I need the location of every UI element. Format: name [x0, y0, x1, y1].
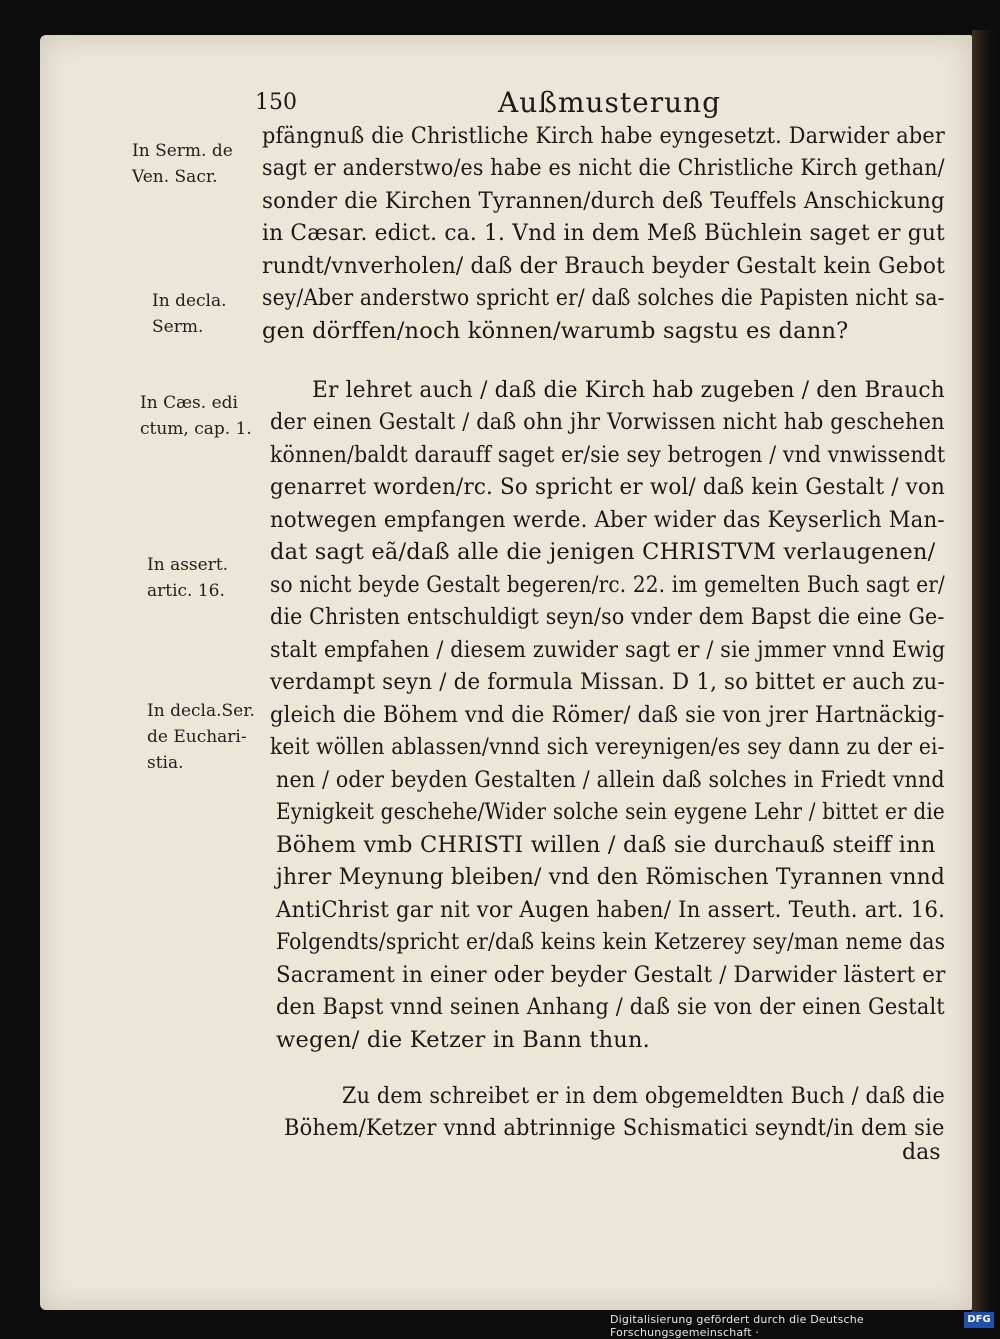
text-line: die Christen entschuldigt seyn/so vnder dem Bapst die eine Ge-: [270, 604, 945, 630]
page-header: [0, 86, 1000, 126]
footer-bar: [0, 1312, 1000, 1339]
text-line: nen / oder beyden Gestalten / allein daß solches in Friedt vnnd: [276, 767, 945, 793]
text-line: den Bapst vnnd seinen Anhang / daß sie von der einen Gestalt: [276, 994, 945, 1020]
text-line: der einen Gestalt / daß ohn jhr Vorwissen nicht hab geschehen: [270, 409, 945, 435]
text-line: AntiChrist gar nit vor Augen haben/ In assert. Teuth. art. 16.: [276, 897, 946, 923]
text-line: sonder die Kirchen Tyrannen/durch deß Teuffels Anschickung: [262, 188, 945, 214]
margin-note: In decla. Serm.: [152, 291, 227, 337]
text-line: Böhem/Ketzer vnnd abtrinnige Schismatici seyndt/in dem sie: [284, 1115, 945, 1141]
text-line: sagt er anderstwo/es habe es nicht die Christliche Kirch gethan/: [262, 155, 945, 181]
text-line: Eynigkeit geschehe/Wider solche sein eygene Lehr / bittet er die: [276, 799, 945, 825]
text-line: keit wöllen ablassen/vnnd sich vereynigen/es sey dann zu der ei-: [270, 734, 945, 760]
page-number: 150: [255, 90, 297, 115]
book-spine: [972, 30, 994, 1315]
text-line: Folgendts/spricht er/daß keins kein Ketzerey sey/man neme das: [276, 929, 946, 955]
margin-note: In Cæs. edi ctum, cap. 1.: [140, 393, 252, 439]
text-line: wegen/ die Ketzer in Bann thun.: [276, 1027, 651, 1053]
text-line: verdampt seyn / de formula Missan. D 1, so bittet er auch zu-: [270, 669, 945, 695]
dfg-logo-icon: DFG: [964, 1312, 994, 1328]
text-line: gen dörffen/noch können/warumb sagstu es dann?: [262, 318, 849, 344]
text-line: pfängnuß die Christliche Kirch habe eyngesetzt. Darwider aber: [262, 123, 945, 149]
text-line: sey/Aber anderstwo spricht er/ daß solches die Papisten nicht sa-: [262, 285, 945, 311]
text-line: können/baldt darauff saget er/sie sey betrogen / vnd vnwissendt: [270, 442, 946, 468]
text-line: rundt/vnverholen/ daß der Brauch beyder Gestalt kein Gebot: [262, 253, 946, 279]
text-line: so nicht beyde Gestalt begeren/rc. 22. im gemelten Buch sagt er/: [270, 572, 945, 598]
text-line: genarret worden/rc. So spricht er wol/ daß kein Gestalt / von: [270, 474, 946, 500]
margin-note: In decla.Ser. de Euchari- stia.: [147, 701, 255, 773]
text-line: Sacrament in einer oder beyder Gestalt / Darwider lästert er: [276, 962, 946, 988]
text-line: gleich die Böhem vnd die Römer/ daß sie von jrer Hartnäckig-: [270, 702, 945, 728]
text-line: in Cæsar. edict. ca. 1. Vnd in dem Meß Büchlein saget er gut: [262, 220, 945, 246]
margin-note: In Serm. de Ven. Sacr.: [132, 141, 233, 187]
catchword: das: [902, 1140, 941, 1165]
funding-notice: Digitalisierung gefördert durch die Deutsche Forschungsgemeinschaft ·: [610, 1313, 864, 1339]
text-line: Böhem vmb CHRISTI willen / daß sie durchauß steiff inn: [276, 832, 936, 858]
text-line: dat sagt eã/daß alle die jenigen CHRISTVM verlaugenen/: [270, 539, 936, 565]
text-line: Er lehret auch / daß die Kirch hab zugeben / den Brauch: [312, 377, 945, 403]
text-line: stalt empfahen / diesem zuwider sagt er / sie jmmer vnnd Ewig: [270, 637, 946, 663]
margin-note: In assert. artic. 16.: [147, 555, 229, 601]
text-line: Zu dem schreibet er in dem obgemeldten Buch / daß die: [342, 1083, 946, 1109]
text-line: jhrer Meynung bleiben/ vnd den Römischen Tyrannen vnnd: [276, 864, 946, 890]
text-line: notwegen empfangen werde. Aber wider das Keyserlich Man-: [270, 507, 945, 533]
running-title: Außmusterung: [498, 86, 722, 119]
